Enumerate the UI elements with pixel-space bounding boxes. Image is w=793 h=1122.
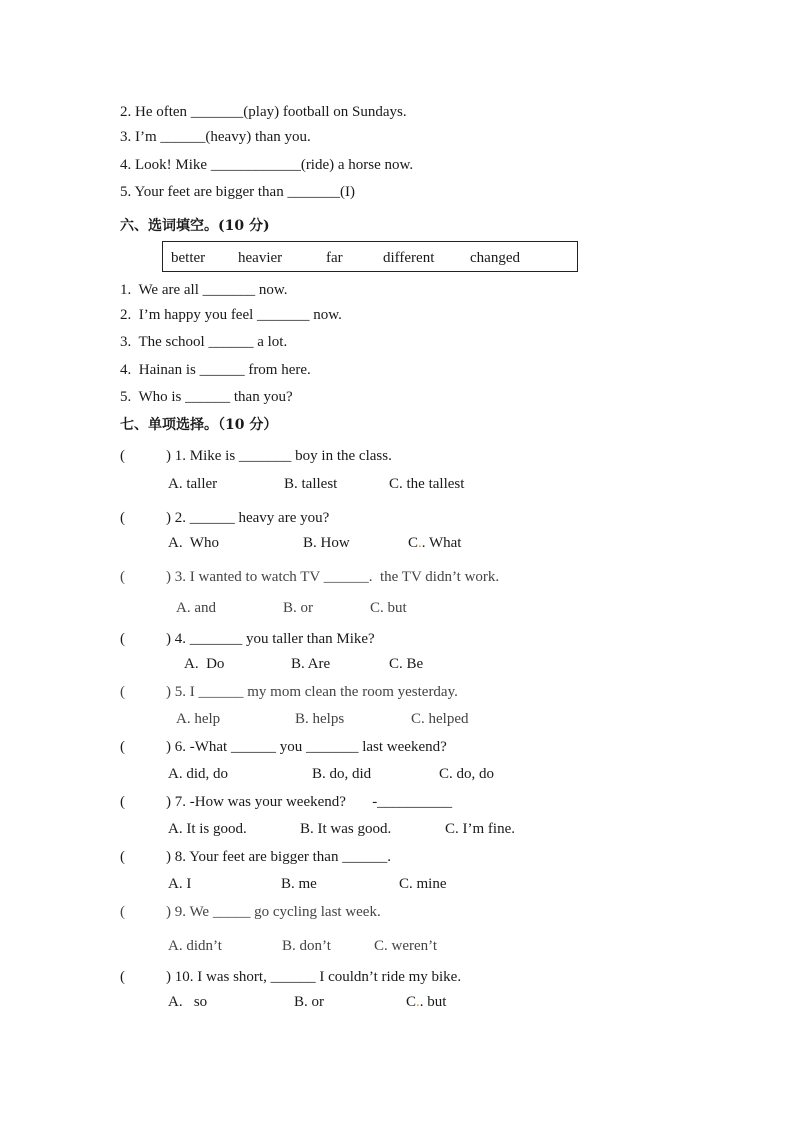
question-stem: ) 7. -How was your weekend? -__________	[166, 794, 453, 810]
question-stem: ) 5. I ______ my mom clean the room yesterday.	[166, 684, 458, 700]
section5-item-3: 3. I’m ______(heavy) than you.	[120, 129, 311, 145]
option-b: B. Are	[291, 656, 331, 672]
answer-paren: (	[120, 739, 125, 755]
option-c-text: . but	[419, 994, 447, 1010]
option-a: A. taller	[168, 476, 218, 492]
question-stem: ) 3. I wanted to watch TV ______. the TV didn’t work.	[166, 569, 500, 585]
answer-paren: (	[120, 904, 125, 920]
section5-item-5: 5. Your feet are bigger than _______(I)	[120, 184, 355, 200]
word-bank-item: different	[383, 250, 435, 266]
option-a: A. help	[176, 711, 221, 727]
option-c: C. but	[370, 600, 407, 616]
word-bank-item: changed	[470, 250, 520, 266]
section5-item-4: 4. Look! Mike ____________(ride) a horse now.	[120, 157, 414, 173]
answer-paren: (	[120, 448, 125, 464]
option-a: A. I	[168, 876, 192, 892]
option-a: A. Who	[168, 535, 219, 551]
option-c	[406, 993, 446, 1011]
option-c: C. do, do	[439, 766, 495, 782]
option-a: A. didn’t	[168, 938, 222, 954]
option-b: B. It was good.	[300, 821, 392, 837]
word-bank-item: better	[171, 250, 206, 266]
option-b: B. me	[281, 876, 317, 892]
option-c: C. weren’t	[374, 938, 438, 954]
word-bank-item: far	[326, 250, 343, 266]
question-stem: ) 4. _______ you taller than Mike?	[166, 631, 375, 647]
answer-paren: (	[120, 631, 125, 647]
word-bank-box	[162, 241, 578, 272]
option-b: B. don’t	[282, 938, 331, 954]
option-c-letter: C	[406, 994, 417, 1010]
answer-paren: (	[120, 969, 125, 985]
answer-paren: (	[120, 569, 125, 585]
section5-item-2: 2. He often _______(play) football on Sundays.	[120, 104, 407, 120]
question-stem: ) 6. -What ______ you _______ last weekend?	[166, 739, 447, 755]
answer-paren: (	[120, 510, 125, 526]
section6-item: 4. Hainan is ______ from here.	[120, 362, 311, 378]
question-stem: ) 2. ______ heavy are you?	[166, 510, 330, 526]
option-b: B. or	[294, 994, 324, 1010]
option-b: B. or	[283, 600, 313, 616]
section6-item: 2. I’m happy you feel _______ now.	[120, 307, 342, 323]
option-a: A. It is good.	[168, 821, 247, 837]
section6-item: 1. We are all _______ now.	[120, 282, 288, 298]
option-a: A. Do	[184, 656, 225, 672]
option-b: B. do, did	[312, 766, 372, 782]
option-c: C. Be	[389, 656, 424, 672]
section6-item: 5. Who is ______ than you?	[120, 389, 293, 405]
question-stem: ) 9. We _____ go cycling last week.	[166, 904, 381, 920]
answer-paren: (	[120, 794, 125, 810]
stray-dot: .	[418, 535, 422, 551]
option-c	[408, 534, 461, 552]
section6-heading: 六、选词填空。(10 分)	[120, 218, 270, 234]
option-b: B. helps	[295, 711, 345, 727]
option-c: C. mine	[399, 876, 447, 892]
answer-paren: (	[120, 849, 125, 865]
word-bank-item: heavier	[238, 250, 283, 266]
question-stem: ) 1. Mike is _______ boy in the class.	[166, 448, 392, 464]
option-a: A. and	[176, 600, 216, 616]
option-a: A. did, do	[168, 766, 228, 782]
stray-dot: .	[416, 994, 420, 1010]
option-c-letter: C	[408, 535, 419, 551]
answer-paren: (	[120, 684, 125, 700]
option-c-text: . What	[421, 535, 462, 551]
question-stem: ) 10. I was short, ______ I couldn’t ride my bike.	[166, 969, 462, 985]
section7-heading: 七、单项选择。（10 分）	[120, 417, 278, 433]
section6-item: 3. The school ______ a lot.	[120, 334, 288, 350]
option-c: C. helped	[411, 711, 469, 727]
option-a: A. so	[168, 994, 208, 1010]
option-c: C. I’m fine.	[445, 821, 515, 837]
option-b: B. How	[303, 535, 350, 551]
option-b: B. tallest	[284, 476, 338, 492]
question-stem: ) 8. Your feet are bigger than ______.	[166, 849, 391, 865]
option-c: C. the tallest	[389, 476, 465, 492]
